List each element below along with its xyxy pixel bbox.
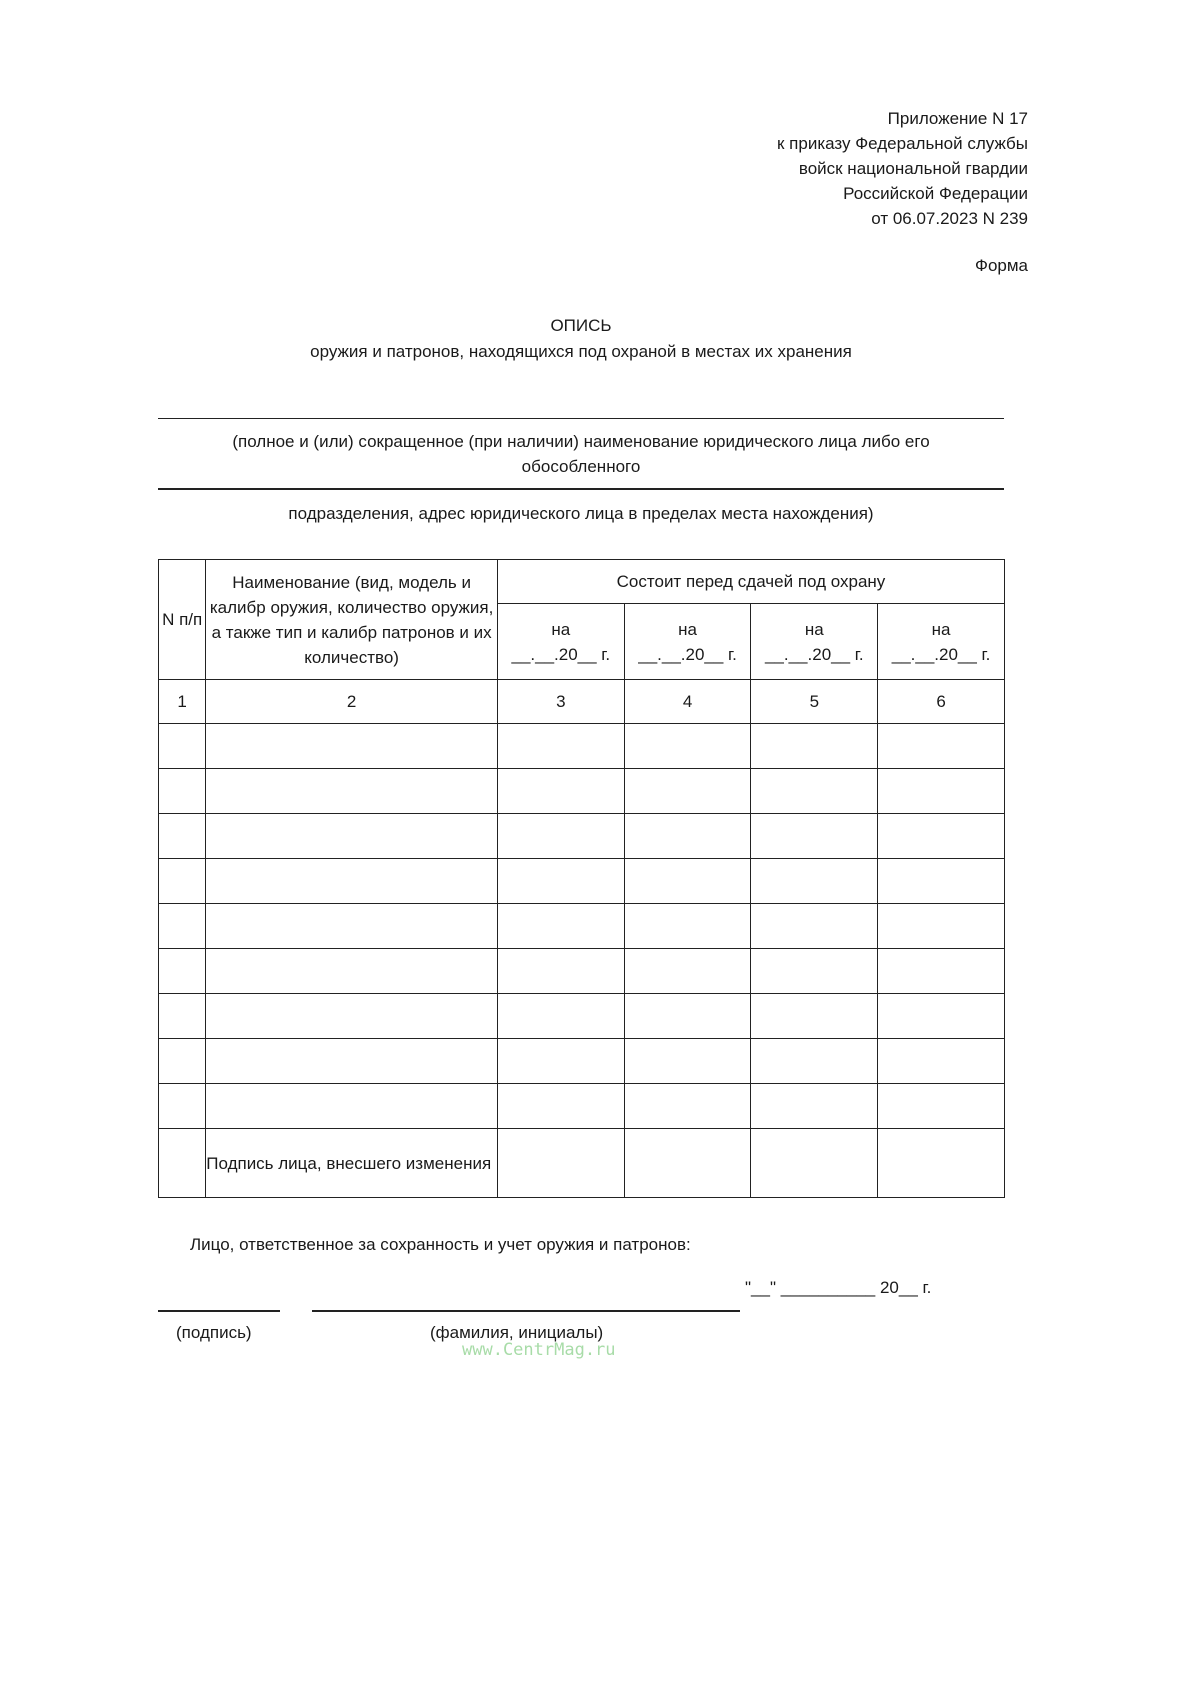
table-cell[interactable] [206, 769, 498, 814]
table-cell[interactable] [751, 949, 878, 994]
col-header-date-1: на __.__.20__ г. [497, 604, 624, 680]
table-cell[interactable] [206, 1039, 498, 1084]
col-number: 1 [159, 680, 206, 724]
table-cell[interactable] [159, 859, 206, 904]
signature-cell[interactable] [624, 1129, 751, 1198]
table-cell[interactable] [751, 904, 878, 949]
appendix-header [777, 106, 1028, 231]
date-field[interactable]: "__" __________ 20__ г. [745, 1278, 932, 1297]
inventory-table [158, 559, 1005, 1198]
table-cell[interactable] [206, 724, 498, 769]
appendix-line: от 06.07.2023 N 239 [871, 209, 1028, 228]
col-number: 4 [624, 680, 751, 724]
form-label: Форма [975, 256, 1028, 275]
appendix-line: к приказу Федеральной службы [777, 134, 1028, 153]
table-cell[interactable] [624, 724, 751, 769]
table-cell[interactable] [497, 814, 624, 859]
table-row [159, 814, 1005, 859]
document-subtitle: оружия и патронов, находящихся под охраной в местах их хранения [310, 342, 852, 361]
column-number-row [159, 680, 1005, 724]
col-header-date-3: на __.__.20__ г. [751, 604, 878, 680]
table-cell[interactable] [159, 904, 206, 949]
table-row [159, 1084, 1005, 1129]
table-row [159, 724, 1005, 769]
table-cell[interactable] [624, 769, 751, 814]
appendix-line: Приложение N 17 [887, 109, 1028, 128]
table-cell[interactable] [751, 814, 878, 859]
responsible-person-label: Лицо, ответственное за сохранность и учет оружия и патронов: [190, 1235, 691, 1254]
empty-rows [159, 724, 1005, 1129]
table-cell[interactable] [751, 1084, 878, 1129]
signature-cell[interactable] [497, 1129, 624, 1198]
table-cell[interactable] [159, 994, 206, 1039]
table-cell[interactable] [159, 1129, 206, 1198]
watermark: www.CentrMag.ru [462, 1340, 616, 1360]
name-fill-line[interactable] [312, 1310, 740, 1312]
table-cell[interactable] [159, 1039, 206, 1084]
table-row [159, 1039, 1005, 1084]
col-header-group: Состоит перед сдачей под охрану [497, 560, 1004, 604]
appendix-line: войск национальной гвардии [798, 159, 1028, 178]
table-cell[interactable] [497, 949, 624, 994]
table-cell[interactable] [159, 769, 206, 814]
appendix-line: Российской Федерации [843, 184, 1028, 203]
table-cell[interactable] [878, 1084, 1005, 1129]
table-cell[interactable] [206, 859, 498, 904]
signature-row [159, 1129, 1005, 1198]
table-cell[interactable] [751, 994, 878, 1039]
table-cell[interactable] [751, 1039, 878, 1084]
caption-line: (полное и (или) сокращенное (при наличии) наименование юридического лица либо его [232, 432, 930, 451]
signature-caption: (подпись) [176, 1323, 252, 1342]
table-row [159, 994, 1005, 1039]
table-cell[interactable] [751, 724, 878, 769]
org-name-fill-line[interactable] [158, 418, 1004, 419]
table-cell[interactable] [159, 1084, 206, 1129]
table-cell[interactable] [624, 949, 751, 994]
table-cell[interactable] [878, 994, 1005, 1039]
table-cell[interactable] [206, 1084, 498, 1129]
table-cell[interactable] [878, 769, 1005, 814]
table-row [159, 859, 1005, 904]
col-number: 3 [497, 680, 624, 724]
table-cell[interactable] [878, 949, 1005, 994]
signature-fill-line[interactable] [158, 1310, 280, 1312]
table-cell[interactable] [624, 904, 751, 949]
table-cell[interactable] [206, 904, 498, 949]
table-cell[interactable] [624, 994, 751, 1039]
col-header-number: N п/п [159, 560, 206, 680]
table-cell[interactable] [206, 994, 498, 1039]
name-caption: (фамилия, инициалы) [430, 1323, 604, 1342]
document-title: ОПИСЬ [550, 316, 612, 335]
table-cell[interactable] [497, 859, 624, 904]
signature-cell[interactable] [878, 1129, 1005, 1198]
table-cell[interactable] [497, 1084, 624, 1129]
table-cell[interactable] [497, 724, 624, 769]
col-number: 6 [878, 680, 1005, 724]
table-cell[interactable] [497, 994, 624, 1039]
table-cell[interactable] [624, 814, 751, 859]
table-cell[interactable] [751, 859, 878, 904]
signature-row-label: Подпись лица, внесшего изменения [206, 1129, 498, 1198]
table-cell[interactable] [624, 859, 751, 904]
table-cell[interactable] [624, 1039, 751, 1084]
table-cell[interactable] [878, 724, 1005, 769]
table-cell[interactable] [206, 949, 498, 994]
table-cell[interactable] [751, 769, 878, 814]
table-cell[interactable] [497, 1039, 624, 1084]
signature-cell[interactable] [751, 1129, 878, 1198]
col-header-name: Наименование (вид, модель и калибр оружия, количество оружия, а также тип и калибр патронов и их количество) [206, 560, 498, 680]
org-address-fill-line[interactable] [158, 488, 1004, 490]
table-row [159, 949, 1005, 994]
table-cell[interactable] [206, 814, 498, 859]
table-row [159, 904, 1005, 949]
col-number: 2 [206, 680, 498, 724]
col-header-date-2: на __.__.20__ г. [624, 604, 751, 680]
table-cell[interactable] [878, 814, 1005, 859]
caption-line: обособленного [521, 457, 641, 476]
col-number: 5 [751, 680, 878, 724]
table-row [159, 769, 1005, 814]
table-cell[interactable] [497, 904, 624, 949]
org-name-caption [158, 429, 1004, 479]
table-cell[interactable] [878, 1039, 1005, 1084]
table-cell[interactable] [159, 949, 206, 994]
org-address-caption: подразделения, адрес юридического лица в пределах места нахождения) [288, 504, 874, 523]
table-cell[interactable] [878, 859, 1005, 904]
col-header-date-4: на __.__.20__ г. [878, 604, 1005, 680]
table-cell[interactable] [497, 769, 624, 814]
table-cell[interactable] [878, 904, 1005, 949]
table-cell[interactable] [159, 724, 206, 769]
table-cell[interactable] [159, 814, 206, 859]
table-cell[interactable] [624, 1084, 751, 1129]
